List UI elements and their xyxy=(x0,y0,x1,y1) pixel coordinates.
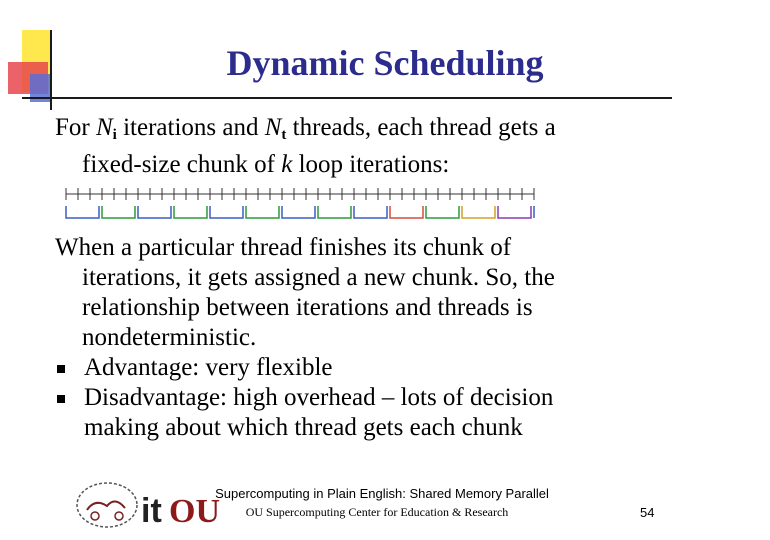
intro-text-5: loop iterations: xyxy=(292,151,450,178)
chunk-bracket xyxy=(246,206,279,218)
chunk-bracket xyxy=(282,206,315,218)
chunk-bracket xyxy=(138,206,171,218)
chunk-bracket xyxy=(390,206,423,218)
logo-text: OU xyxy=(169,493,220,530)
chunk-bracket xyxy=(498,206,531,218)
square-bullet-icon xyxy=(57,365,65,373)
body-text xyxy=(55,233,695,443)
page-number: 54 xyxy=(640,505,655,520)
bullet-text: Disadvantage: high overhead – lots of decision xyxy=(84,384,554,411)
decor-horizontal-rule xyxy=(22,97,672,99)
chunk-bracket xyxy=(66,206,99,218)
body-line-4: nondeterministic. xyxy=(82,324,257,351)
chunk-bracket xyxy=(318,206,351,218)
bullet-text: Advantage: very flexible xyxy=(84,354,333,381)
square-bullet-icon xyxy=(57,395,65,403)
intro-line-2 xyxy=(55,150,695,180)
intro-paragraph xyxy=(55,113,695,180)
ni-subscript: i xyxy=(112,127,117,143)
bullet-text-continued: making about which thread gets each chunk xyxy=(84,414,523,441)
intro-text-4: fixed-size chunk of xyxy=(82,151,282,178)
ni-variable: N xyxy=(95,114,113,141)
intro-text-1: For xyxy=(55,114,96,141)
nt-variable: N xyxy=(264,114,282,141)
intro-text-2: iterations and xyxy=(116,114,265,141)
footer-organization: OU Supercomputing Center for Education & Research xyxy=(245,505,509,519)
chunk-bracket xyxy=(174,206,207,218)
ou-logo-icon xyxy=(75,480,220,530)
body-line-1: When a particular thread finishes its chunk of xyxy=(55,234,512,261)
nt-subscript: t xyxy=(281,127,287,143)
footer-course-title: Supercomputing in Plain English: Shared Memory Parallel xyxy=(215,486,549,501)
slide-title: Dynamic Scheduling xyxy=(226,43,544,83)
k-variable: k xyxy=(281,151,293,178)
chunk-bracket xyxy=(102,206,135,218)
body-line-3: relationship between iterations and threads is xyxy=(82,294,533,321)
intro-text-3: threads, each thread gets a xyxy=(286,114,556,141)
chunk-bracket xyxy=(462,206,495,218)
chunk-bracket xyxy=(354,206,387,218)
bullet-disadvantage xyxy=(55,383,695,443)
body-line-2: iterations, it gets assigned a new chunk. So, the xyxy=(82,264,555,291)
svg-text:it: it xyxy=(141,492,162,530)
bullet-advantage xyxy=(55,353,695,383)
iteration-chunk-diagram xyxy=(64,186,554,224)
chunk-bracket xyxy=(426,206,459,218)
chunk-bracket xyxy=(210,206,243,218)
